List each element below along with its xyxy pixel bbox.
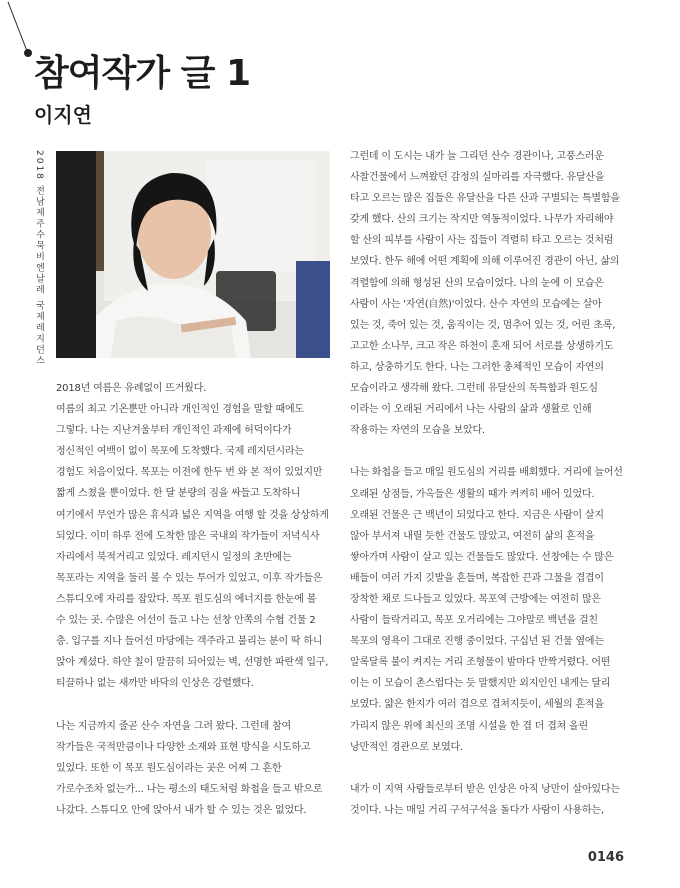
paragraph	[350, 462, 638, 757]
text-line: 할 산의 피부를 사람이 사는 집들이 격렬히 타고 오르는 것처럼	[350, 235, 614, 247]
text-line: 보였다. 한두 해에 어떤 계획에 의해 이루어진 경관이 아닌, 삶의	[350, 256, 620, 268]
text-line: 티끌하나 없는 새까만 바닥의 인상은 강렬했다.	[56, 678, 254, 690]
text-line: 사람이 들락거리고, 목포 오거리에는 그야말로 백년을 걸친	[350, 615, 598, 627]
text-line: 작가들은 국적만큼이나 다양한 소재와 표현 방식을 시도하고	[56, 741, 311, 753]
text-line: 목포라는 지역을 둘러 볼 수 있는 투어가 있었고, 이후 작가들은	[56, 572, 323, 584]
text-line: 모습이라고 생각해 왔다. 그런데 유달산의 독특함과 원도심	[350, 383, 598, 395]
text-line: 층. 입구를 지나 들어선 마당에는 객주라고 불리는 분이 딱 하니	[56, 636, 323, 648]
text-line: 경험도 처음이었다. 목포는 이전에 한두 번 와 본 적이 있었지만	[56, 467, 323, 479]
text-line: 나는 화첩을 들고 매일 원도심의 거리를 배회했다. 거리에 늘어선	[350, 467, 623, 479]
author-name: 이지연	[34, 103, 92, 127]
text-line: 내가 이 지역 사람들로부터 받은 인상은 아직 낭만이 살아있다는	[350, 783, 620, 795]
text-line: 쌓아가며 사람이 살고 있는 건물들도 많았다. 선창에는 수 많은	[350, 551, 614, 563]
text-line: 하고, 상충하기도 한다. 나는 그러한 총체적인 모습이 자연의	[350, 361, 604, 373]
text-line: 보였다. 얇은 한지가 여러 겹으로 겹쳐지듯이, 세월의 흔적을	[350, 699, 604, 711]
paragraph	[350, 779, 638, 821]
text-line: 사람이 사는 '자연(自然)'이었다. 산수 자연의 모습에는 살아	[350, 298, 602, 310]
text-line: 고고한 소나무, 크고 작은 하천이 혼재 되어 서로를 상생하기도	[350, 340, 614, 352]
text-line: 알록달록 불이 켜지는 거리 조형물이 밤마다 반짝거렸다. 어떤	[350, 657, 611, 669]
text-line: 나는 지금까지 줄곧 산수 자연을 그려 왔다. 그런데 참여	[56, 720, 291, 732]
page-number: 0146	[587, 850, 624, 865]
artist-photo	[56, 151, 330, 358]
text-line: 되었다. 이미 하루 전에 도착한 많은 국내외 작가들이 저녁식사	[56, 530, 320, 542]
text-line: 정신적인 여백이 없이 목포에 도착했다. 국제 레지던시라는	[56, 446, 304, 458]
text-line: 타고 오르는 많은 집들은 유달산을 다른 산과 구별되는 특별함을	[350, 193, 620, 205]
text-line: 낭만적인 경관으로 보였다.	[350, 741, 463, 753]
text-line: 갖게 했다. 산의 크기는 작지만 역동적이었다. 나무가 자리해야	[350, 214, 614, 226]
text-line: 나갔다. 스튜디오 안에 앉아서 내가 할 수 있는 것은 없었다.	[56, 804, 307, 816]
paragraph	[56, 716, 338, 821]
text-line: 것이다. 나는 매일 거리 구석구석을 돌다가 사람이 사용하는,	[350, 804, 604, 816]
text-line: 목포의 영욕이 그대로 진행 중이었다. 구십년 된 건물 옆에는	[350, 636, 604, 648]
text-line: 배들이 여러 가지 깃발을 흔들며, 복잡한 끈과 그물을 겹겹이	[350, 572, 604, 584]
text-line: 오래된 건물은 근 백년이 되었다고 한다. 지금은 사람이 살지	[350, 509, 604, 521]
text-line: 작용하는 자연의 모습을 보았다.	[350, 425, 485, 437]
text-line: 짧게 스쳤을 뿐이었다. 한 달 분량의 짐을 싸들고 도착하니	[56, 488, 301, 500]
corner-decoration	[0, 0, 40, 60]
article-title: 참여작가 글 1	[34, 53, 250, 94]
text-line: 격렬함에 의해 형성된 산의 모습이었다. 나의 눈에 이 모습은	[350, 277, 604, 289]
side-label: 2018 전남제주수묵비엔날레 국제레지던스	[34, 150, 44, 367]
text-line: 있는 것, 죽어 있는 것, 움직이는 것, 멈추어 있는 것, 어린 초록,	[350, 319, 616, 331]
text-line: 사찰건물에서 느껴왔던 감정의 실마리를 자극했다. 유달산을	[350, 172, 605, 184]
text-line: 수 있는 곳. 수많은 어선이 들고 나는 선창 안쪽의 수협 건물 2	[56, 615, 316, 627]
text-line: 이라는 이 오래된 거리에서 나는 사람의 삶과 생활로 인해	[350, 404, 592, 416]
text-line: 여기에서 무언가 많은 휴식과 넓은 지역을 여행 할 것을 상상하게	[56, 509, 329, 521]
text-line: 스튜디오에 자리를 잡았다. 목포 원도심의 에너지를 한눈에 볼	[56, 593, 317, 605]
text-line: 않아 부서져 내릴 듯한 건물도 많았고, 여전히 삶의 흔적을	[350, 530, 595, 542]
right-column	[350, 146, 638, 821]
text-line: 가로수조차 없는가... 나는 평소의 태도처럼 화첩을 들고 밖으로	[56, 783, 323, 795]
paragraph	[56, 378, 338, 694]
text-line: 그런데 이 도시는 내가 늘 그리던 산수 경관이나, 고풍스러운	[350, 151, 604, 162]
text-line: 이는 이 모습이 촌스럽다는 듯 말했지만 외지인인 내게는 달리	[350, 678, 611, 690]
text-line: 가리지 않은 위에 최신의 조명 시설을 한 겹 더 겹쳐 올린	[350, 720, 588, 732]
text-line: 자리에서 북적거리고 있었다. 레지던시 일정의 초반에는	[56, 551, 292, 563]
text-line: 2018년 여름은 유례없이 뜨거웠다.	[56, 383, 207, 394]
text-line: 있었다. 또한 이 목포 원도심이라는 곳은 어찌 그 흔한	[56, 762, 282, 774]
text-line: 장착한 채로 드나들고 있었다. 목포역 근방에는 여전히 많은	[350, 593, 601, 605]
left-column	[56, 378, 338, 821]
text-line: 앉아 계셨다. 하얀 칠이 말끔히 되어있는 벽, 선명한 파란색 입구,	[56, 657, 329, 669]
text-line: 그렇다. 나는 지난겨울부터 개인적인 과제에 허덕이다가	[56, 425, 292, 437]
paragraph	[350, 146, 638, 441]
artist-portrait-illustration	[56, 151, 330, 358]
text-line: 여름의 최고 기온뿐만 아니라 개인적인 경험을 말할 때에도	[56, 404, 304, 416]
text-line: 오래된 상점들, 가옥들은 생활의 때가 켜켜히 배어 있었다.	[350, 488, 595, 500]
